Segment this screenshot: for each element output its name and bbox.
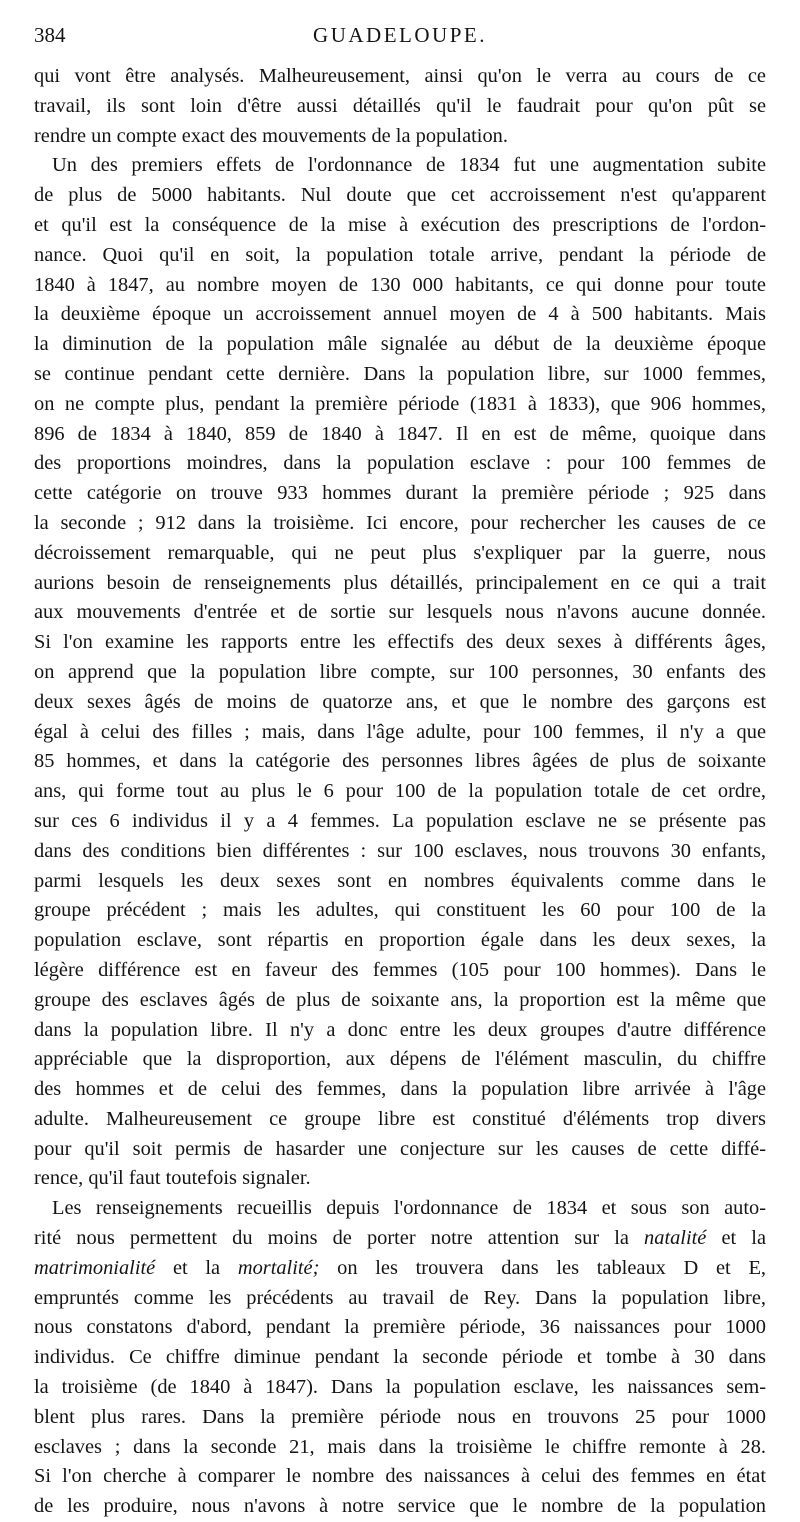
text-line: parmi lesquels les deux sexes sont en nombres équivalents comme dans le [34,869,766,892]
text-segment: on les trouvera dans les tableaux D et E, [337,1256,766,1279]
text-line: de plus de 5000 habitants. Nul doute que cet accroissement n'est qu'apparent [34,184,766,207]
text-line: dans des conditions bien différentes : sur 100 esclaves, nous trouvons 30 enfants, [34,839,766,862]
text-line: aurions besoin de renseignements plus détaillés, principalement en ce qui a trait [34,571,766,594]
body-text [34,62,766,1522]
text-line: groupe précédent ; mais les adultes, qui constituent les 60 pour 100 de la [34,899,766,922]
text-line: 85 hommes, et dans la catégorie des personnes libres âgées de plus de soixante [34,750,766,773]
text-line: cette catégorie on trouve 933 hommes durant la première période ; 925 dans [34,482,766,505]
text-line: nance. Quoi qu'il en soit, la population totale arrive, pendant la période de [34,243,766,266]
text-line: 896 de 1834 à 1840, 859 de 1840 à 1847. Il en est de même, quoique dans [34,422,766,445]
italic-term-natalite: natalité [644,1227,707,1250]
text-line: dans la population libre. Il n'y a donc entre les deux groupes d'autre différence [34,1018,766,1041]
text-line: blent plus rares. Dans la première période nous en trouvons 25 pour 1000 [34,1405,766,1428]
text-line: se continue pendant cette dernière. Dans la population libre, sur 1000 femmes, [34,362,766,385]
page-header [34,22,766,48]
text-line: esclaves ; dans la seconde 21, mais dans la troisième le chiffre remonte à 28. [34,1435,766,1458]
text-line: la deuxième époque un accroissement annuel moyen de 4 à 500 habitants. Mais [34,303,766,326]
text-line: Si l'on cherche à comparer le nombre des naissances à celui des femmes en état [34,1465,766,1488]
text-segment: et la [172,1256,221,1279]
paragraph-start-line: Les renseignements recueillis depuis l'ordonnance de 1834 et sous son auto- [52,1197,766,1220]
italic-term-mortalite: mortalité; [237,1256,320,1279]
text-line-with-italics [34,1224,766,1254]
italic-term-matrimonialite: matrimonialité [34,1256,156,1279]
text-line: la troisième (de 1840 à 1847). Dans la population esclave, les naissances sem- [34,1376,766,1399]
text-line: travail, ils sont loin d'être aussi détaillés qu'il le faudrait pour qu'on pût se [34,94,766,117]
text-line: légère différence est en faveur des femmes (105 pour 100 hommes). Dans le [34,958,766,981]
text-line: empruntés comme les précédents au travail de Rey. Dans la population libre, [34,1286,766,1309]
text-line: décroissement remarquable, qui ne peut plus s'expliquer par la guerre, nous [34,541,766,564]
text-line: égal à celui des filles ; mais, dans l'âge adulte, pour 100 femmes, il n'y a que [34,720,766,743]
document-page [34,22,766,1522]
text-line: 1840 à 1847, au nombre moyen de 130 000 habitants, ce qui donne pour toute [34,273,766,296]
text-line: appréciable que la disproportion, aux dépens de l'élément masculin, du chiffre [34,1048,766,1071]
text-line-with-italics [34,1254,766,1284]
text-line: la seconde ; 912 dans la troisième. Ici encore, pour rechercher les causes de ce [34,511,766,534]
paragraph-start-line: Un des premiers effets de l'ordonnance de 1834 fut une augmentation subite [52,154,766,177]
text-line: individus. Ce chiffre diminue pendant la seconde période et tombe à 30 dans [34,1346,766,1369]
text-line: deux sexes âgés de moins de quatorze ans, et que le nombre des garçons est [34,690,766,713]
page-number: 384 [34,23,66,47]
text-line: des proportions moindres, dans la population esclave : pour 100 femmes de [34,452,766,475]
text-line: on apprend que la population libre compte, sur 100 personnes, 30 enfants des [34,660,766,683]
text-line: des hommes et de celui des femmes, dans la population libre arrivée à l'âge [34,1078,766,1101]
text-line: ans, qui forme tout au plus le 6 pour 100 de la population totale de cet ordre, [34,780,766,803]
text-segment: rité nous permettent du moins de porter notre attention sur la [34,1227,629,1250]
text-segment: et la [721,1227,766,1250]
text-line: rendre un compte exact des mouvements de la population. [34,124,508,147]
text-line: adulte. Malheureusement ce groupe libre est constitué d'éléments trop divers [34,1107,766,1130]
text-line: on ne compte plus, pendant la première période (1831 à 1833), que 906 hommes, [34,392,766,415]
text-line: et qu'il est la conséquence de la mise à exécution des prescriptions de l'ordon- [34,213,766,236]
text-line: qui vont être analysés. Malheureusement, ainsi qu'on le verra au cours de ce [34,65,766,87]
running-head: GUADELOUPE. [313,23,487,47]
text-line: aux mouvements d'entrée et de sortie sur lesquels nous n'avons aucune donnée. [34,601,766,624]
text-line: pour qu'il soit permis de hasarder une conjecture sur les causes de cette diffé- [34,1137,766,1160]
text-line: groupe des esclaves âgés de plus de soixante ans, la proportion est la même que [34,988,766,1011]
text-line: sur ces 6 individus il y a 4 femmes. La population esclave ne se présente pas [34,809,766,832]
text-line: la diminution de la population mâle signalée au début de la deuxième époque [34,333,766,356]
text-line: de les produire, nous n'avons à notre service que le nombre de la population [34,1495,766,1518]
text-line: Si l'on examine les rapports entre les effectifs des deux sexes à différents âges, [34,631,766,654]
text-line: nous constatons d'abord, pendant la première période, 36 naissances pour 1000 [34,1316,766,1339]
text-line: rence, qu'il faut toutefois signaler. [34,1167,311,1190]
text-line: population esclave, sont répartis en proportion égale dans les deux sexes, la [34,929,766,952]
